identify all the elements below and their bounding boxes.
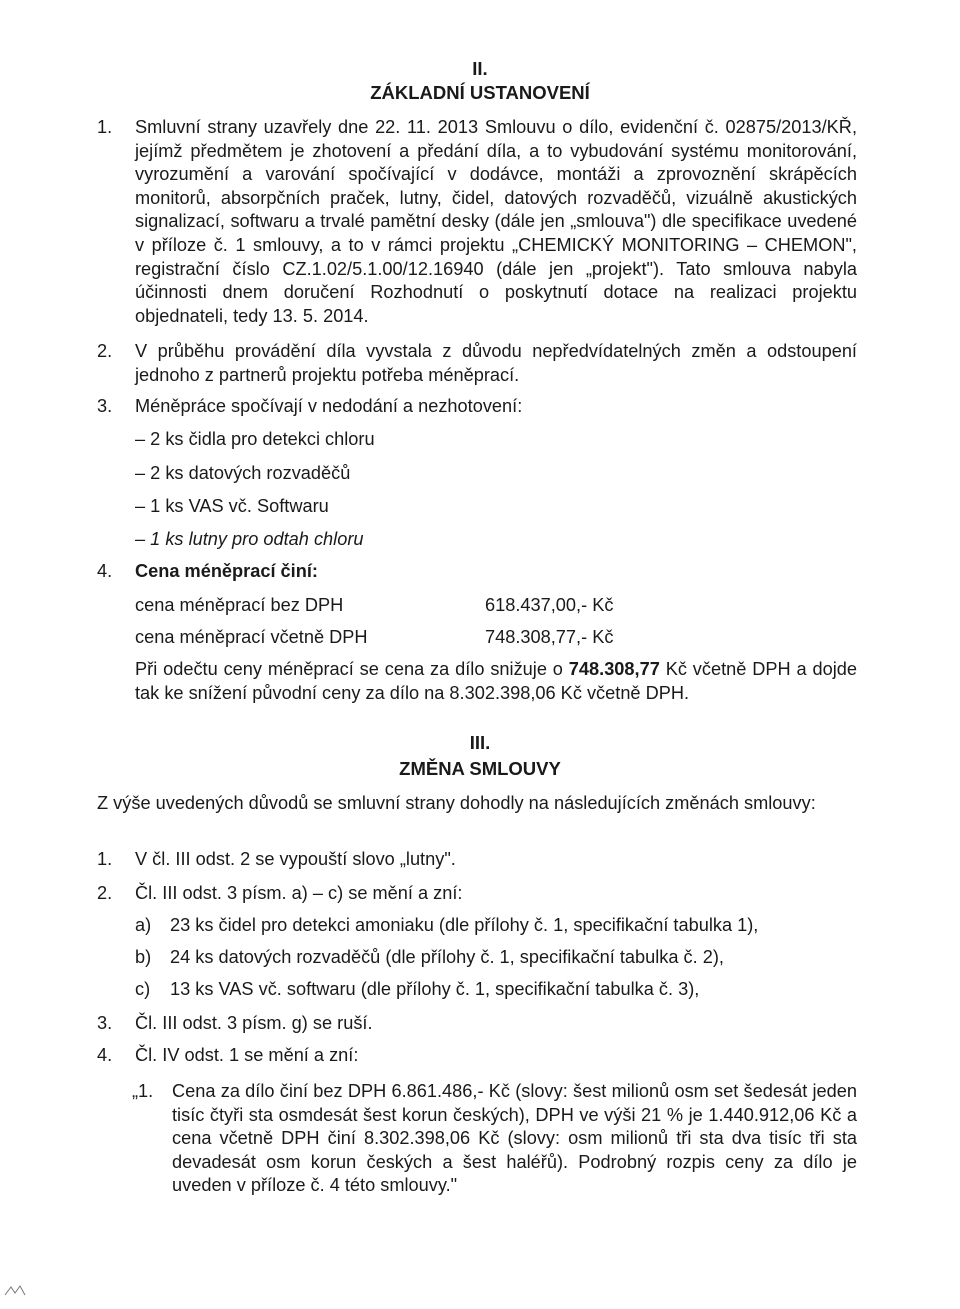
list-item-label: c) [135, 979, 151, 999]
change-2-text: Čl. III odst. 3 písm. a) – c) se mění a zní: [135, 883, 463, 903]
price-note: Při odečtu ceny méněprací se cena za dílo snižuje o 748.308,77 Kč včetně DPH a dojde tak ke snížení původní ceny za dílo na 8.302.398,06 Kč včetně DPH. [135, 659, 858, 703]
change-4-number: 4. [97, 1045, 113, 1065]
list-item: – 2 ks čidla pro detekci chloru [135, 429, 375, 449]
quote-text: Cena za dílo činí bez DPH 6.861.486,- Kč (slovy: šest milionů osm set šedesát jeden tisíc čtyři sta osmdesát šest korun českých), DPH ve výši 21 % je 1.440.912,06 Kč a cena včetně DPH činí 8.302.398,06 Kč (slovy: osm milionů tři sta dva tisíc tři sta devadesát osm korun českých a šest haléřů). Podrobný rozpis ceny za dílo je uveden v příloze č. 4 této smlouvy." [172, 1081, 857, 1196]
list-item: 13 ks VAS vč. softwaru (dle přílohy č. 1, specifikační tabulka č. 3), [170, 979, 700, 999]
section-3-intro: Z výše uvedených důvodů se smluvní strany dohodly na následujících změnách smlouvy: [97, 793, 816, 813]
list-item: – 2 ks datových rozvaděčů [135, 463, 351, 483]
list-item: 24 ks datových rozvaděčů (dle přílohy č. 1, specifikační tabulka č. 2), [170, 947, 724, 967]
paragraph-3-text: Méněpráce spočívají v nedodání a nezhotovení: [135, 396, 523, 416]
paragraph-4-number: 4. [97, 561, 113, 581]
change-2-number: 2. [97, 883, 113, 903]
price-note-amount: 748.308,77 [568, 659, 660, 679]
section-2-title: ZÁKLADNÍ USTANOVENÍ [370, 82, 590, 103]
list-item: – 1 ks VAS vč. Softwaru [135, 496, 329, 516]
change-1-text: V čl. III odst. 2 se vypouští slovo „lutny". [135, 849, 456, 869]
change-3-text: Čl. III odst. 3 písm. g) se ruší. [135, 1013, 373, 1033]
change-1-number: 1. [97, 849, 113, 869]
price-row-label: cena méněprací bez DPH [135, 595, 344, 615]
list-item-label: a) [135, 915, 152, 935]
paragraph-4-title: Cena méněprací činí: [135, 561, 318, 581]
price-row-label: cena méněprací včetně DPH [135, 627, 368, 647]
change-4-text: Čl. IV odst. 1 se mění a zní: [135, 1045, 359, 1065]
paragraph-1-number: 1. [97, 117, 113, 137]
list-item: 23 ks čidel pro detekci amoniaku (dle přílohy č. 1, specifikační tabulka 1), [170, 915, 759, 935]
list-item-label: b) [135, 947, 152, 967]
list-item: – 1 ks lutny pro odtah chloru [135, 529, 364, 549]
price-row-value: 618.437,00,- Kč [485, 595, 614, 615]
paragraph-2-number: 2. [97, 341, 113, 361]
quote-label: „1. [132, 1081, 154, 1101]
section-3-number: III. [469, 732, 491, 753]
section-2-number: II. [472, 58, 488, 79]
change-3-number: 3. [97, 1013, 113, 1033]
paragraph-3-number: 3. [97, 396, 113, 416]
price-row-value: 748.308,77,- Kč [485, 627, 614, 647]
section-3-title: ZMĚNA SMLOUVY [399, 758, 561, 779]
scan-mark-icon [4, 1283, 26, 1297]
paragraph-2-text: V průběhu provádění díla vyvstala z důvodu nepředvídatelných změn a odstoupení jednoho z partnerů projektu potřeba méněprací. [135, 341, 857, 385]
paragraph-1-text: Smluvní strany uzavřely dne 22. 11. 2013 Smlouvu o dílo, evidenční č. 02875/2013/KŘ, jejímž předmětem je zhotovení a předání díla, a to vybudování systému monitorování, vyrozumění a varování spočívající v dodávce, montáži a zprovoznění skrápěcích monitorů, absorpčních praček, lutny, čidel, datových rozvaděčů, vizuálně akustických signalizací, softwaru a trvalé pamětní desky (dále jen „smlouva") dle specifikace uvedené v příloze č. 1 smlouvy, a to v rámci projektu „CHEMICKÝ MONITORING – CHEMON", registrační číslo CZ.1.02/5.1.00/12.16940 (dále jen „projekt"). Tato smlouva nabyla účinnosti dnem doručení Rozhodnutí o poskytnutí dotace na realizaci projektu objednateli, tedy 13. 5. 2014. [135, 117, 857, 326]
